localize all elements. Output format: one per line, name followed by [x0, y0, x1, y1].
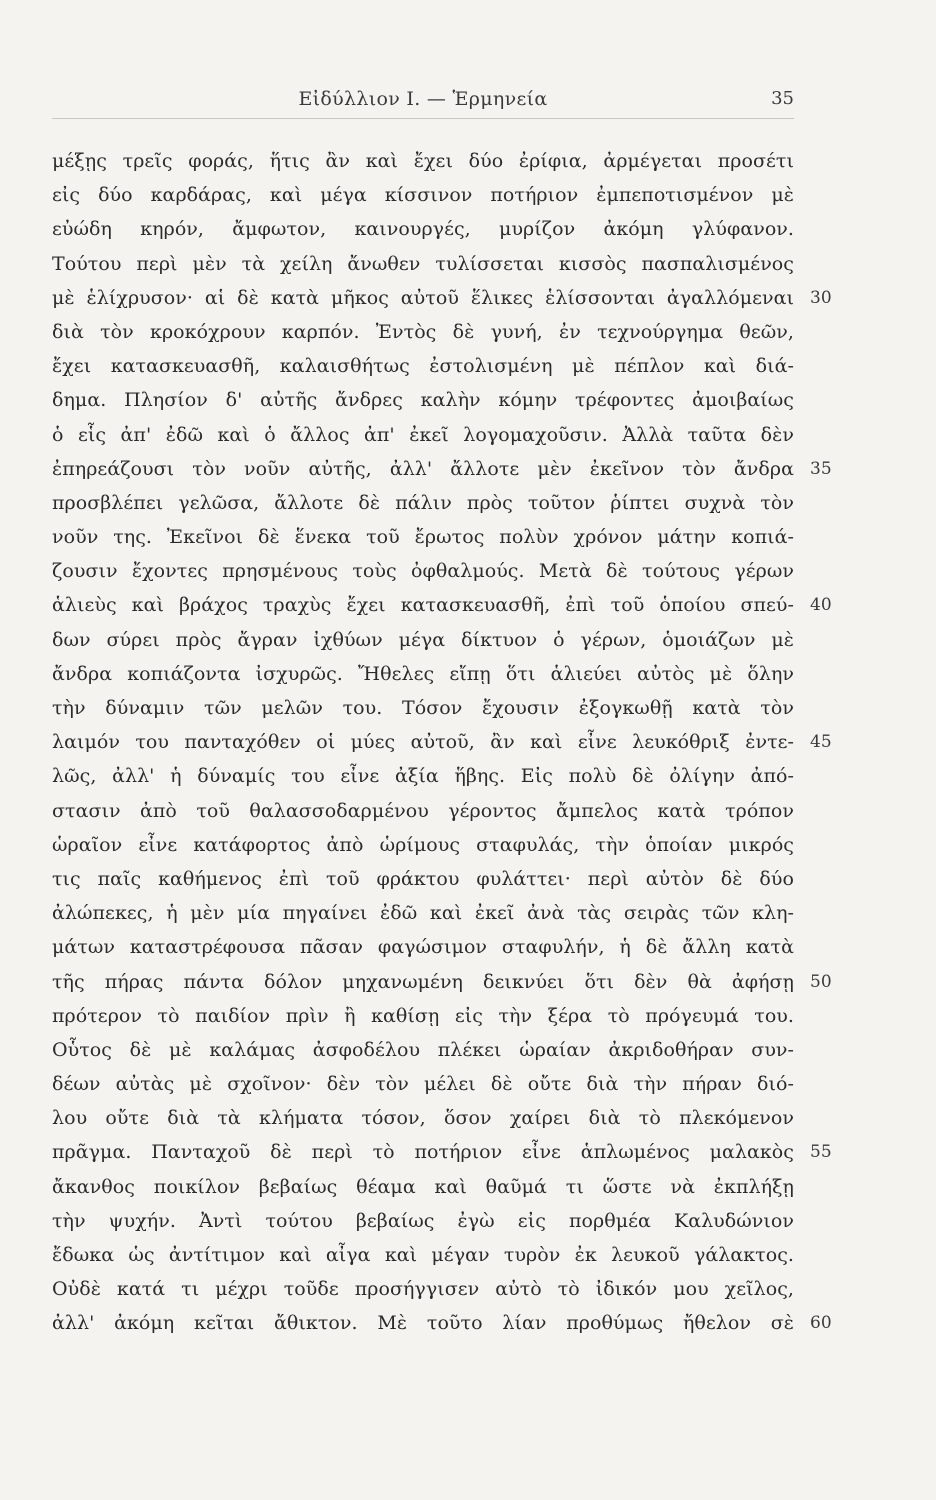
header-rule — [52, 118, 794, 119]
text-line — [52, 965, 832, 999]
line-text: εὐώδη κηρόν, ἄμφωτον, καινουργές, μυρίζον ἀκόμη γλύφανον. — [52, 218, 794, 241]
text-line — [52, 452, 832, 486]
line-text: ζουσιν ἔχοντες πρησμένους τοὺς ὀφθαλμούς. Μετὰ δὲ τούτους γέρων — [52, 560, 794, 583]
text-line — [52, 554, 794, 588]
body-text — [52, 144, 832, 1341]
text-line — [52, 1135, 832, 1169]
line-text: μέξῃς τρεῖς φοράς, ἥτις ἂν καὶ ἔχει δύο ἐρίφια, ἀρμέγεται προσέτι — [52, 150, 794, 172]
text-line — [52, 725, 832, 759]
text-line — [52, 1033, 794, 1067]
line-text: Οὐδὲ κατά τι μέχρι τοῦδε προσήγγισεν αὐτὸ τὸ ἰδικόν μου χεῖλος, — [52, 1278, 794, 1301]
line-text: προσβλέπει γελῶσα, ἄλλοτε δὲ πάλιν πρὸς τοῦτον ῥίπτει συχνὰ τὸν — [52, 491, 794, 514]
text-line — [52, 178, 794, 212]
text-line — [52, 349, 794, 383]
text-line — [52, 896, 794, 930]
text-line — [52, 794, 794, 828]
line-text: ἄνδρα κοπιάζοντα ἰσχυρῶς. Ἤθελες εἴπῃ ὅτι ἁλιεύει αὐτὸς μὲ ὅλην — [52, 662, 794, 685]
line-text: τὴν ψυχήν. Ἀντὶ τούτου βεβαίως ἐγὼ εἰς πορθμέα Καλυδώνιον — [52, 1209, 794, 1232]
line-text: πρᾶγμα. Πανταχοῦ δὲ περὶ τὸ ποτήριον εἶνε ἁπλωμένος μαλακὸς — [52, 1141, 794, 1164]
text-line — [52, 759, 794, 793]
line-text: ἀλλ' ἀκόμη κεῖται ἄθικτον. Μὲ τοῦτο λίαν προθύμως ἤθελον σὲ — [52, 1312, 794, 1335]
line-text: εἰς δύο καρδάρας, καὶ μέγα κίσσινον ποτήριον ἐμπεποτισμένον μὲ — [52, 184, 794, 207]
line-text: τις παῖς καθήμενος ἐπὶ τοῦ φράκτου φυλάττει· περὶ αὐτὸν δὲ δύο — [52, 867, 794, 890]
text-line — [52, 212, 794, 246]
line-number: 40 — [810, 595, 832, 616]
text-line — [52, 247, 794, 281]
line-text: τῆς πήρας πάντα δόλον μηχανωμένη δεικνύει ὅτι δὲν θὰ ἀφήσῃ — [52, 970, 794, 993]
running-title: Εἰδύλλιον Ι. — Ἑρμηνεία — [298, 88, 548, 110]
line-number: 30 — [810, 287, 832, 308]
line-text: ἐπηρεάζουσι τὸν νοῦν αὐτῆς, ἀλλ' ἄλλοτε μὲν ἐκεῖνον τὸν ἄνδρα — [52, 457, 794, 480]
line-text: λῶς, ἀλλ' ἡ δύναμίς του εἶνε ἀξία ἥβης. Εἰς πολὺ δὲ ὀλίγην ἀπό- — [52, 765, 794, 788]
line-text: λου οὔτε διὰ τὰ κλήματα τόσον, ὅσον χαίρει διὰ τὸ πλεκόμενον — [52, 1107, 794, 1130]
line-text: ἄκανθος ποικίλον βεβαίως θέαμα καὶ θαῦμά τι ὥστε νὰ ἐκπλήξῃ — [52, 1175, 794, 1198]
page-number: 35 — [771, 88, 794, 109]
text-line — [52, 315, 794, 349]
line-text: μὲ ἑλίχρυσον· αἱ δὲ κατὰ μῆκος αὐτοῦ ἕλικες ἑλίσσονται ἀγαλλόμεναι — [52, 286, 794, 309]
line-text: νοῦν της. Ἐκεῖνοι δὲ ἕνεκα τοῦ ἔρωτος πολὺν χρόνον μάτην κοπιά- — [52, 526, 794, 549]
text-line — [52, 862, 794, 896]
line-text: δέων αὐτὰς μὲ σχοῖνον· δὲν τὸν μέλει δὲ οὔτε διὰ τὴν πήραν διό- — [52, 1073, 794, 1096]
text-line — [52, 1101, 794, 1135]
text-line — [52, 657, 794, 691]
text-line — [52, 1238, 794, 1272]
text-line — [52, 691, 794, 725]
text-line — [52, 144, 794, 178]
line-text: στασιν ἀπὸ τοῦ θαλασσοδαρμένου γέροντος ἄμπελος κατὰ τρόπον — [52, 799, 794, 822]
line-text: ἔδωκα ὡς ἀντίτιμον καὶ αἶγα καὶ μέγαν τυρὸν ἐκ λευκοῦ γάλακτος. — [52, 1244, 794, 1266]
line-number: 50 — [810, 971, 832, 992]
line-text: πρότερον τὸ παιδίον πρὶν ἢ καθίσῃ εἰς τὴν ξέρα τὸ πρόγευμά του. — [52, 1004, 794, 1027]
text-line — [52, 1170, 794, 1204]
text-line — [52, 383, 794, 417]
line-text: μάτων καταστρέφουσα πᾶσαν φαγώσιμον σταφυλήν, ἡ δὲ ἄλλη κατὰ — [52, 936, 794, 959]
line-text: ὡραῖον εἶνε κατάφορτος ἀπὸ ὡρίμους σταφυλάς, τὴν ὁποίαν μικρός — [52, 833, 794, 856]
line-text: ὁ εἷς ἀπ' ἐδῶ καὶ ὁ ἄλλος ἀπ' ἐκεῖ λογομαχοῦσιν. Ἀλλὰ ταῦτα δὲν — [52, 423, 794, 446]
text-line — [52, 418, 794, 452]
line-text: δημα. Πλησίον δ' αὐτῆς ἄνδρες καλὴν κόμην τρέφοντες ἀμοιβαίως — [52, 389, 794, 412]
line-number: 35 — [810, 458, 832, 479]
text-line — [52, 828, 794, 862]
line-text: ἁλιεὺς καὶ βράχος τραχὺς ἔχει κατασκευασθῆ, ἐπὶ τοῦ ὁποίου σπεύ- — [52, 594, 794, 617]
text-line — [52, 1272, 794, 1306]
line-text: λαιμόν του πανταχόθεν οἱ μύες αὐτοῦ, ἂν καὶ εἶνε λευκόθριξ ἐντε- — [52, 731, 794, 754]
text-line — [52, 1204, 794, 1238]
line-number: 60 — [810, 1313, 832, 1334]
text-line — [52, 930, 794, 964]
text-line — [52, 588, 832, 622]
line-text: ἀλώπεκες, ἡ μὲν μία πηγαίνει ἐδῶ καὶ ἐκεῖ ἀνὰ τὰς σειρὰς τῶν κλη- — [52, 902, 794, 925]
line-number: 55 — [810, 1142, 832, 1163]
line-text: ἔχει κατασκευασθῆ, καλαισθήτως ἐστολισμένη μὲ πέπλον καὶ διά- — [52, 355, 794, 378]
line-text: τὴν δύναμιν τῶν μελῶν του. Τόσον ἔχουσιν ἐξογκωθῇ κατὰ τὸν — [52, 697, 794, 719]
text-line — [52, 999, 794, 1033]
text-line — [52, 1306, 832, 1340]
text-line — [52, 1067, 794, 1101]
line-text: Οὗτος δὲ μὲ καλάμας ἀσφοδέλου πλέκει ὡραίαν ἀκριδοθήραν συν- — [52, 1038, 794, 1061]
line-text: Τούτου περὶ μὲν τὰ χείλη ἄνωθεν τυλίσσεται κισσὸς πασπαλισμένος — [52, 252, 794, 275]
line-text: διὰ τὸν κροκόχρουν καρπόν. Ἐντὸς δὲ γυνή, ἐν τεχνούργημα θεῶν, — [52, 320, 794, 343]
line-text: δων σύρει πρὸς ἄγραν ἰχθύων μέγα δίκτυον ὁ γέρων, ὁμοιάζων μὲ — [52, 628, 794, 651]
line-number: 45 — [810, 732, 832, 753]
text-line — [52, 520, 794, 554]
text-line — [52, 623, 794, 657]
text-line — [52, 281, 832, 315]
running-header — [52, 88, 794, 118]
text-line — [52, 486, 794, 520]
